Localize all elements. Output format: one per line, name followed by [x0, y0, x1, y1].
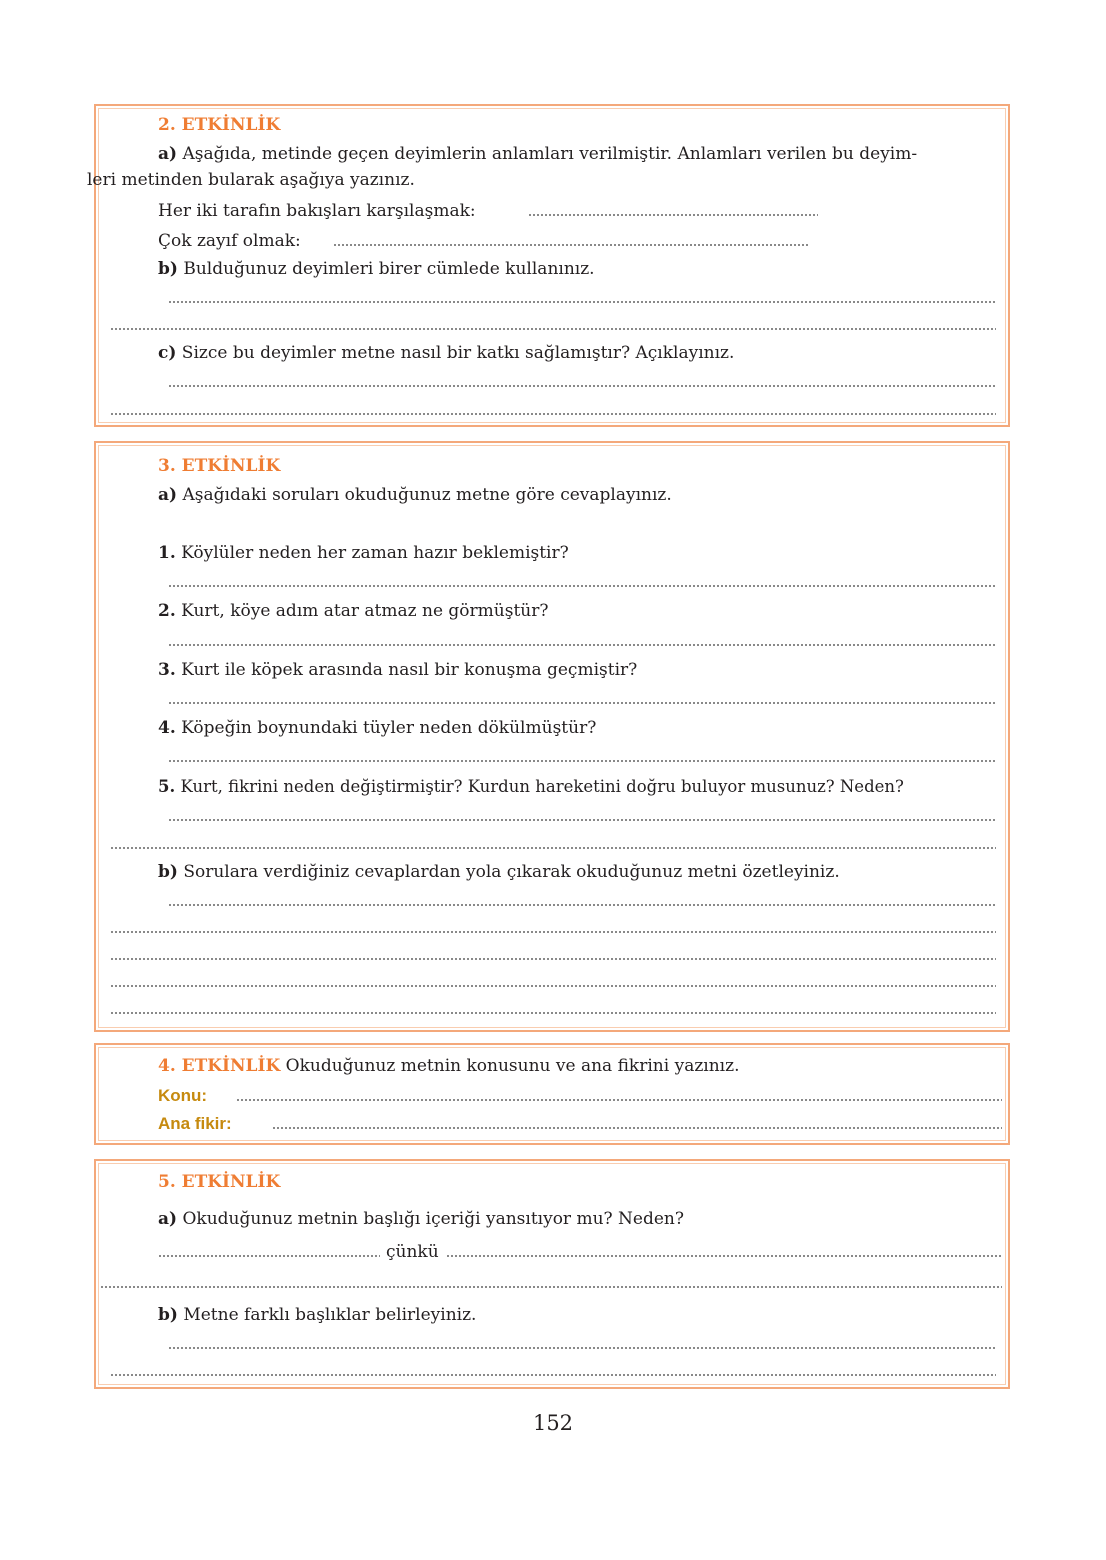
activity-2-b-instruction: b) Bulduğunuz deyimleri birer cümlede kullanınız. [158, 259, 595, 279]
question-1-answer-field[interactable] [168, 571, 996, 593]
question-3: 3. Kurt ile köpek arasında nasıl bir konuşma geçmiştir? [158, 660, 638, 680]
activity-5-title: 5. ETKİNLİK [158, 1172, 281, 1192]
activity-3-a-instruction: a) Aşağıdaki soruları okuduğunuz metne göre cevaplayınız. [158, 485, 672, 505]
question-3-answer-field[interactable] [168, 688, 996, 710]
activity-3-box [94, 441, 1010, 1032]
activity-3-title: 3. ETKİNLİK [158, 456, 281, 476]
activity-2-title: 2. ETKİNLİK [158, 115, 281, 135]
summary-answer-line-5[interactable] [110, 998, 996, 1020]
summary-answer-line-2[interactable] [110, 917, 996, 939]
activity-5-b-instruction: b) Metne farklı başlıklar belirleyiniz. [158, 1305, 477, 1325]
summary-answer-line-3[interactable] [110, 944, 996, 966]
activity-5-a-instruction: a) Okuduğunuz metnin başlığı içeriği yansıtıyor mu? Neden? [158, 1209, 684, 1229]
ana-fikir-label: Ana fikir: [158, 1114, 232, 1133]
activity-2-c-instruction: c) Sizce bu deyimler metne nasıl bir katkı sağlamıştır? Açıklayınız. [158, 343, 735, 363]
alternative-titles-line-1[interactable] [168, 1333, 996, 1355]
question-1: 1. Köylüler neden her zaman hazır beklemiştir? [158, 543, 569, 563]
activity-2-b-answer-line-1[interactable] [168, 287, 996, 309]
idiom-answer-1-field[interactable] [528, 200, 818, 222]
question-4: 4. Köpeğin boynundaki tüyler neden dökülmüştür? [158, 718, 597, 738]
question-4-answer-field[interactable] [168, 746, 996, 768]
activity-4-box [94, 1043, 1010, 1145]
summary-answer-line-1[interactable] [168, 890, 996, 912]
title-reflects-answer-field[interactable] [158, 1241, 380, 1263]
activity-5-box [94, 1159, 1010, 1389]
activity-2-b-answer-line-2[interactable] [110, 314, 996, 336]
page-number: 152 [532, 1411, 574, 1435]
idiom-meaning-2: Çok zayıf olmak: [158, 231, 301, 251]
idiom-answer-2-field[interactable] [333, 230, 808, 252]
activity-2-c-answer-line-2[interactable] [110, 399, 996, 421]
alternative-titles-line-2[interactable] [110, 1360, 996, 1382]
question-5-answer-line-2[interactable] [110, 833, 996, 855]
reason-answer-line-2[interactable] [100, 1272, 1002, 1294]
reason-answer-field[interactable] [446, 1241, 1002, 1263]
summary-answer-line-4[interactable] [110, 971, 996, 993]
activity-4-instruction: 4. ETKİNLİK Okuduğunuz metnin konusunu ve ana fikrini yazınız. [158, 1056, 740, 1076]
question-2-answer-field[interactable] [168, 630, 996, 652]
question-2: 2. Kurt, köye adım atar atmaz ne görmüştür? [158, 601, 549, 621]
activity-2-c-answer-line-1[interactable] [168, 371, 996, 393]
question-5: 5. Kurt, fikrini neden değiştirmiştir? Kurdun hareketini doğru buluyor musunuz? Neden? [158, 777, 904, 796]
activity-2-box [87, 104, 1010, 427]
cunku-label: çünkü [386, 1242, 439, 1262]
ana-fikir-answer-field[interactable] [272, 1113, 1002, 1135]
activity-2-a-instruction-line2: leri metinden bularak aşağıya yazınız. [87, 170, 415, 190]
idiom-meaning-1: Her iki tarafın bakışları karşılaşmak: [158, 201, 476, 221]
activity-2-a-instruction-line1: a) Aşağıda, metinde geçen deyimlerin anlamları verilmiştir. Anlamları verilen bu deyim- [158, 144, 918, 164]
question-5-answer-line-1[interactable] [168, 805, 996, 827]
activity-3-b-instruction: b) Sorulara verdiğiniz cevaplardan yola çıkarak okuduğunuz metni özetleyiniz. [158, 862, 840, 882]
konu-answer-field[interactable] [236, 1085, 1002, 1107]
konu-label: Konu: [158, 1086, 208, 1105]
